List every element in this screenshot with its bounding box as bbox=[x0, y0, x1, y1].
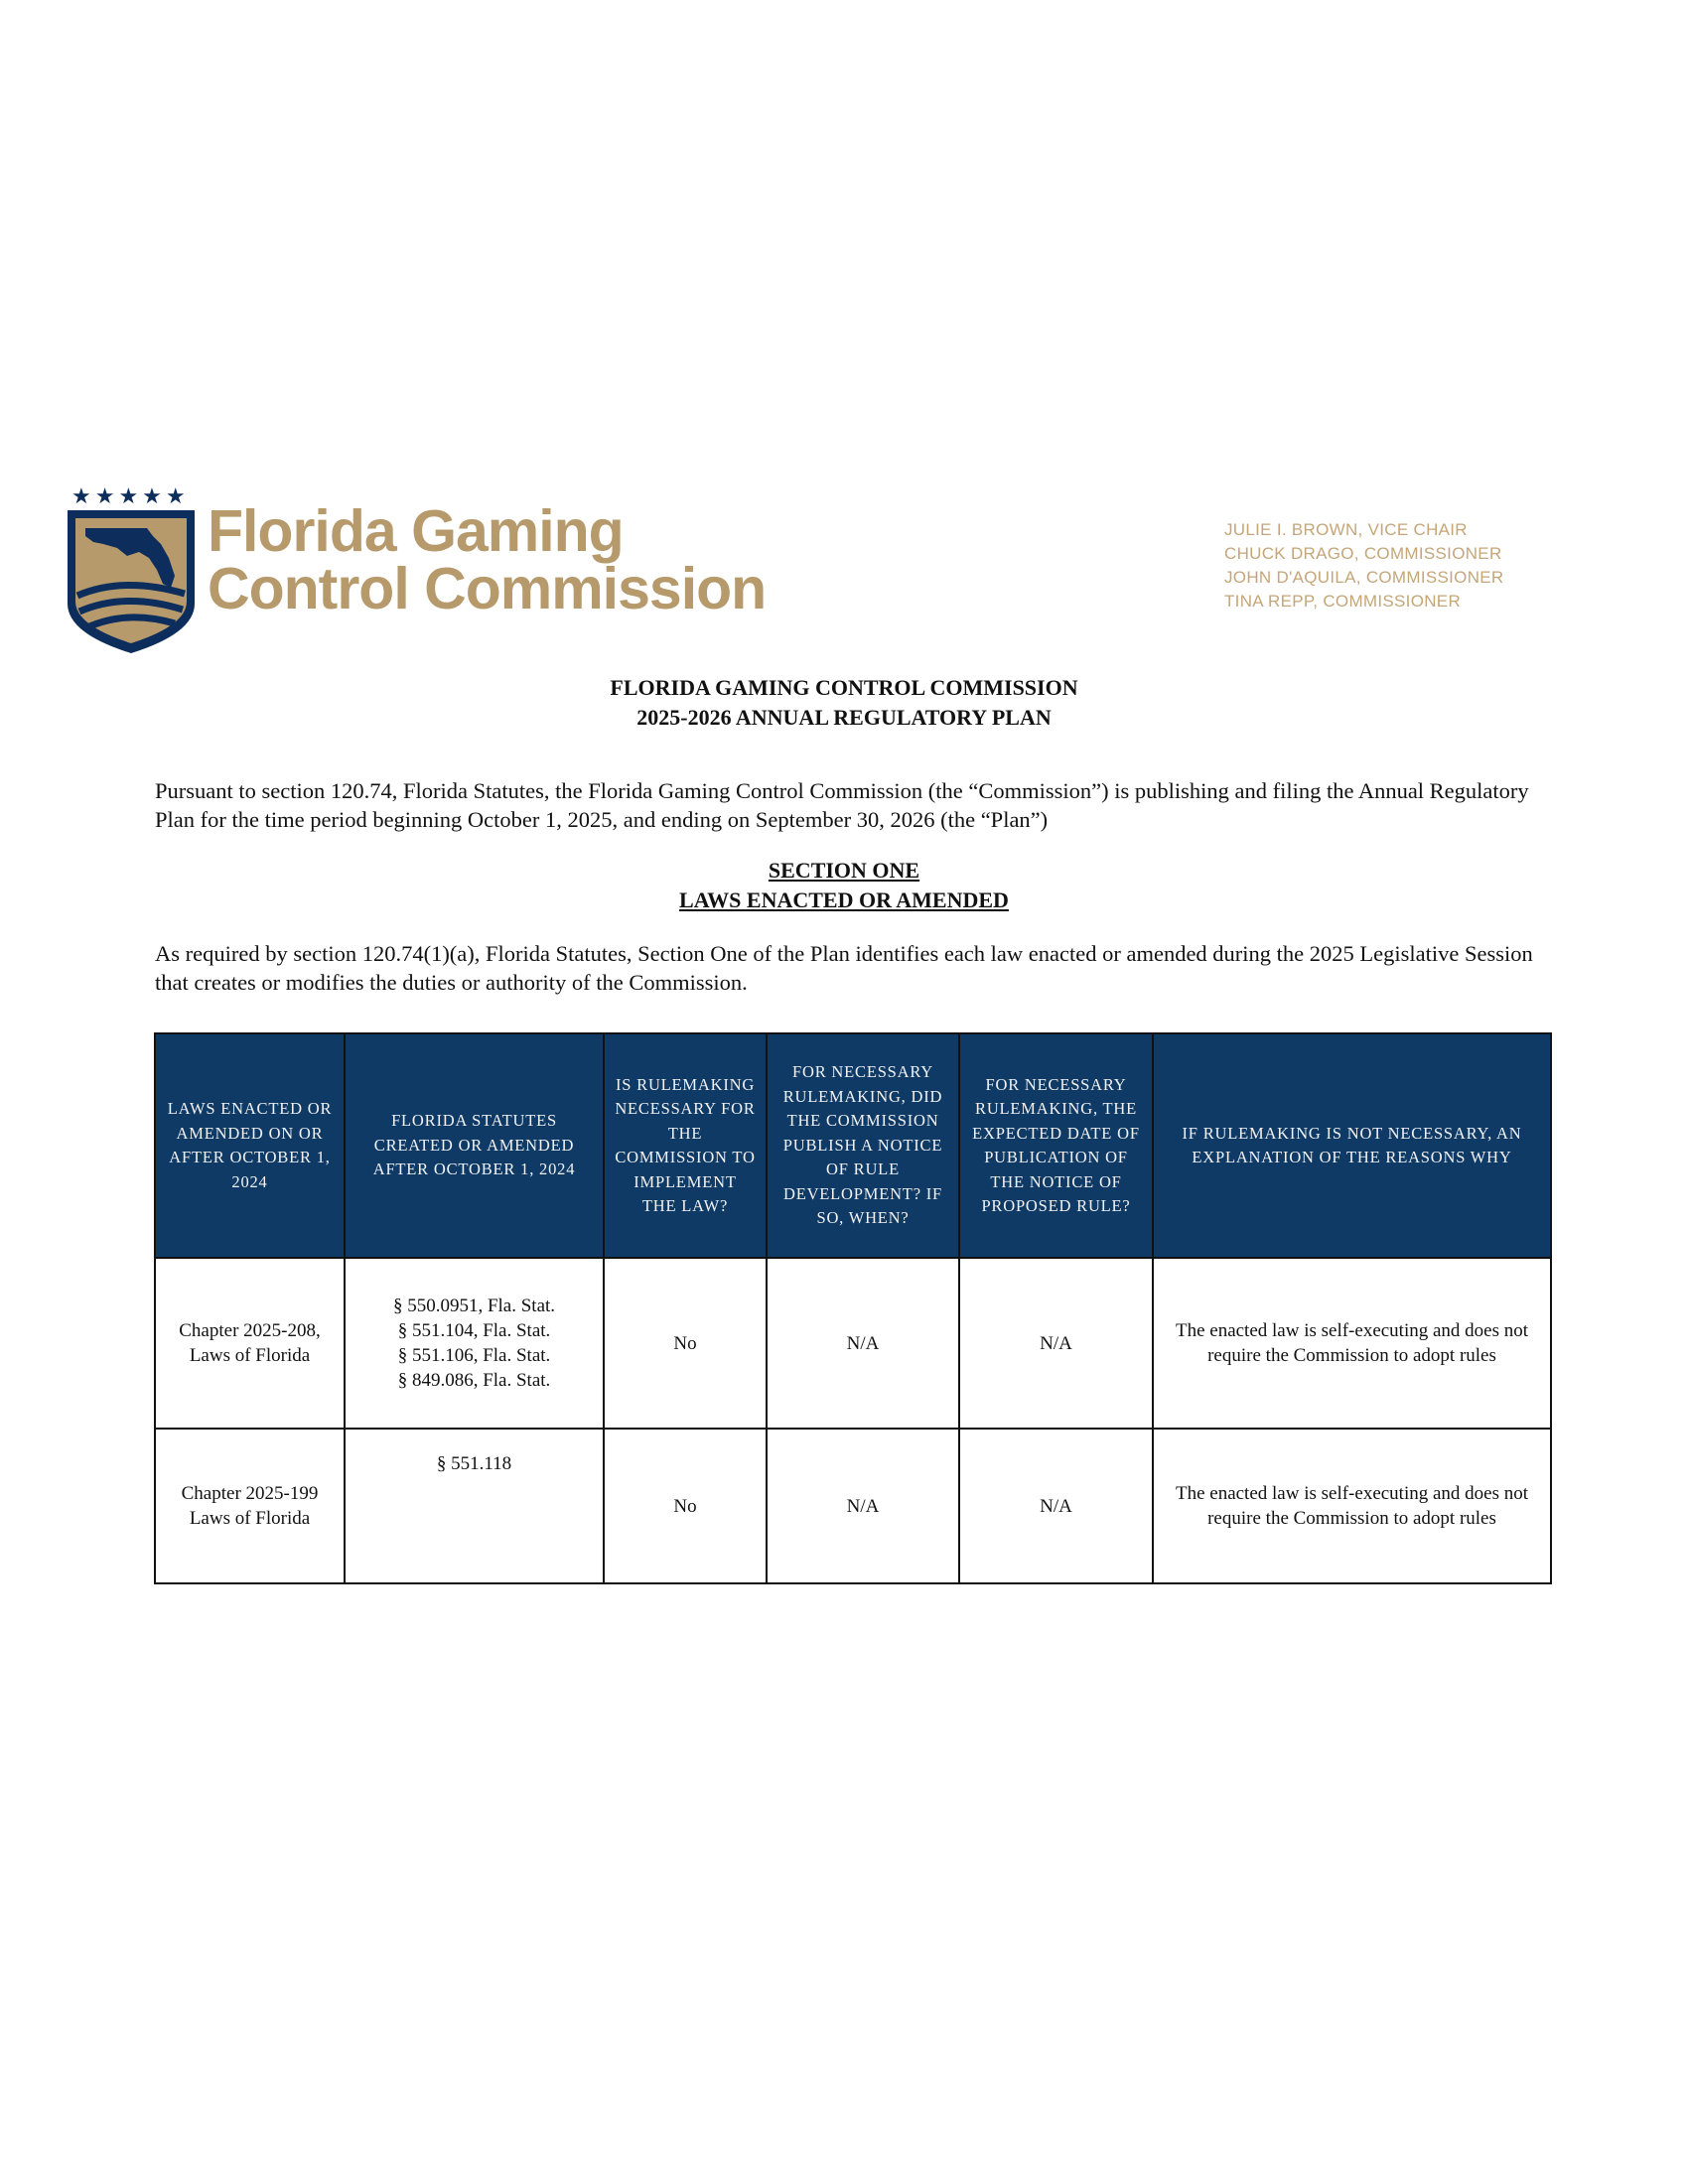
column-header: FOR NECESSARY RULEMAKING, DID THE COMMISSION PUBLISH A NOTICE OF RULE DEVELOPMENT? IF SO, WHEN? bbox=[767, 1033, 959, 1258]
commissioner-list bbox=[1224, 518, 1504, 614]
law-line: Laws of Florida bbox=[189, 1345, 311, 1366]
explanation-cell: The enacted law is self-executing and does not require the Commission to adopt rules bbox=[1153, 1429, 1551, 1583]
commissioner-name: JOHN D'AQUILA, COMMISSIONER bbox=[1224, 568, 1504, 587]
laws-table bbox=[154, 1032, 1552, 1584]
table-header-row bbox=[155, 1033, 1551, 1258]
section-paragraph: As required by section 120.74(1)(a), Florida Statutes, Section One of the Plan identifies each law enacted or amended during the 2025 Legislative Session that creates or modifies the duties or authority of the Commission. bbox=[155, 941, 1533, 995]
org-logo bbox=[64, 484, 778, 655]
expected-date-cell: N/A bbox=[959, 1258, 1153, 1429]
law-line: Chapter 2025-199 bbox=[181, 1483, 319, 1504]
statute-item: § 551.104, Fla. Stat. bbox=[397, 1320, 551, 1341]
rulemaking-cell: No bbox=[604, 1258, 767, 1429]
notice-cell: N/A bbox=[767, 1429, 959, 1583]
column-header: LAWS ENACTED OR AMENDED ON OR AFTER OCTOBER 1, 2024 bbox=[155, 1033, 345, 1258]
law-line: Laws of Florida bbox=[189, 1508, 311, 1529]
shield-icon bbox=[64, 484, 203, 655]
column-header: IF RULEMAKING IS NOT NECESSARY, AN EXPLANATION OF THE REASONS WHY bbox=[1153, 1033, 1551, 1258]
org-name-line2: Control Commission bbox=[208, 556, 767, 621]
notice-cell: N/A bbox=[767, 1258, 959, 1429]
document-title bbox=[0, 673, 1688, 733]
statute-item: § 849.086, Fla. Stat. bbox=[397, 1370, 551, 1391]
law-cell bbox=[155, 1429, 345, 1583]
title-line1: FLORIDA GAMING CONTROL COMMISSION bbox=[610, 675, 1078, 700]
stars-icon: ★★★★★ bbox=[71, 484, 190, 509]
commissioner-name: JULIE I. BROWN, VICE CHAIR bbox=[1224, 520, 1468, 539]
statute-item: § 551.118 bbox=[436, 1453, 512, 1474]
statutes-cell bbox=[345, 1429, 604, 1583]
statute-item: § 551.106, Fla. Stat. bbox=[397, 1345, 551, 1366]
section-subtitle: LAWS ENACTED OR AMENDED bbox=[679, 887, 1009, 912]
org-name-line1: Florida Gaming bbox=[208, 498, 624, 564]
rulemaking-cell: No bbox=[604, 1429, 767, 1583]
statute-item: § 550.0951, Fla. Stat. bbox=[392, 1296, 556, 1316]
table-row bbox=[155, 1258, 1551, 1429]
section-heading bbox=[0, 856, 1688, 915]
table-row bbox=[155, 1429, 1551, 1583]
org-name bbox=[208, 498, 767, 621]
title-line2: 2025-2026 ANNUAL REGULATORY PLAN bbox=[636, 705, 1052, 730]
law-cell bbox=[155, 1258, 345, 1429]
commissioner-name: CHUCK DRAGO, COMMISSIONER bbox=[1224, 544, 1502, 563]
column-header: IS RULEMAKING NECESSARY FOR THE COMMISSION TO IMPLEMENT THE LAW? bbox=[604, 1033, 767, 1258]
statutes-cell bbox=[345, 1258, 604, 1429]
section-title: SECTION ONE bbox=[768, 858, 920, 883]
explanation-cell: The enacted law is self-executing and does not require the Commission to adopt rules bbox=[1153, 1258, 1551, 1429]
commissioner-name: TINA REPP, COMMISSIONER bbox=[1224, 592, 1462, 611]
law-line: Chapter 2025-208, bbox=[179, 1320, 321, 1341]
intro-paragraph: Pursuant to section 120.74, Florida Statutes, the Florida Gaming Control Commission (the “Commission”) is publishing and filing the Annual Regulatory Plan for the time period beginning October 1, 2025, and ending on September 30, 2026 (the “Plan”) bbox=[155, 778, 1529, 832]
expected-date-cell: N/A bbox=[959, 1429, 1153, 1583]
column-header: FLORIDA STATUTES CREATED OR AMENDED AFTER OCTOBER 1, 2024 bbox=[345, 1033, 604, 1258]
column-header: FOR NECESSARY RULEMAKING, THE EXPECTED DATE OF PUBLICATION OF THE NOTICE OF PROPOSED RULE? bbox=[959, 1033, 1153, 1258]
